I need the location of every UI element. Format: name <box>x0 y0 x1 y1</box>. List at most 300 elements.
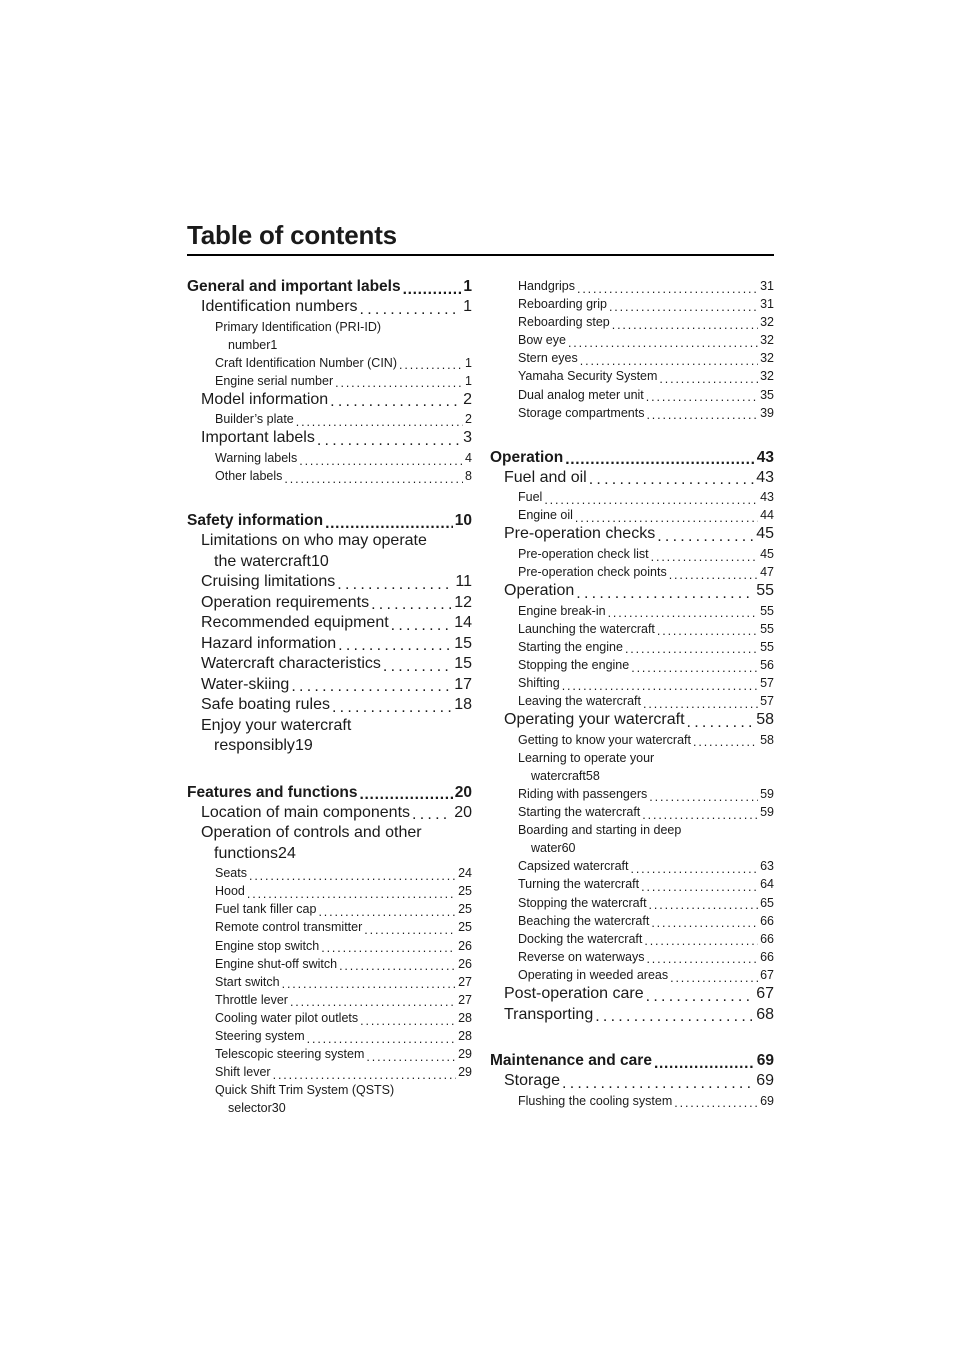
toc-chapter-entry[interactable] <box>187 695 472 716</box>
section-spacer <box>187 485 472 511</box>
toc-page-number: 32 <box>760 333 774 348</box>
toc-entry-title: Post-operation care <box>504 985 644 1002</box>
toc-entry-title: Hazard information <box>201 634 337 652</box>
toc-subentry[interactable] <box>187 1063 472 1081</box>
dot-leader <box>544 494 758 507</box>
dot-leader <box>651 917 758 930</box>
toc-page-number: 55 <box>756 582 774 600</box>
page-title: Table of contents <box>187 220 397 250</box>
toc-entry-title: Seats <box>215 866 247 881</box>
toc-subentry[interactable] <box>490 638 774 656</box>
dot-leader <box>330 394 461 410</box>
toc-entry-title: Operation requirements <box>201 593 370 611</box>
toc-page-number: 66 <box>760 913 774 928</box>
toc-page-number: 66 <box>760 931 774 946</box>
dot-leader <box>575 512 758 525</box>
toc-entry-title: Stern eyes <box>518 351 578 366</box>
toc-chapter-entry[interactable] <box>490 710 774 731</box>
toc-entry-title: Telescopic steering system <box>215 1047 365 1062</box>
toc-chapter-entry[interactable] <box>187 803 472 824</box>
toc-section-entry[interactable] <box>490 1051 774 1071</box>
toc-entry-title: Pre-operation check list <box>518 546 649 561</box>
toc-chapter-entry[interactable] <box>187 572 472 593</box>
toc-entry-title: Pre-operation checks <box>504 525 656 543</box>
toc-entry-title: Builder’s plate <box>215 412 294 427</box>
toc-subentry[interactable] <box>187 882 472 900</box>
toc-entry-title: Craft Identification Number (CIN) <box>215 355 398 370</box>
toc-entry-title: Cruising limitations <box>201 573 336 591</box>
toc-entry-title: Other labels <box>215 469 283 484</box>
toc-page-number: 44 <box>760 508 774 523</box>
dot-leader <box>383 659 452 675</box>
toc-section-entry[interactable] <box>187 511 472 531</box>
toc-page-number: 56 <box>760 657 774 672</box>
toc-entry-title: Getting to know your watercraft <box>518 732 691 747</box>
toc-entry-title: Learning to operate your <box>518 750 655 765</box>
dot-leader <box>562 1076 754 1092</box>
toc-subentry[interactable] <box>187 1045 472 1063</box>
dot-leader <box>364 924 456 937</box>
toc-page-number: 24 <box>458 866 472 881</box>
toc-subentry[interactable] <box>490 602 774 620</box>
dot-leader <box>657 625 758 638</box>
toc-page-number: 15 <box>454 634 472 652</box>
toc-subentry[interactable] <box>490 948 774 966</box>
toc-entry-continuation <box>518 767 774 785</box>
toc-subentry[interactable] <box>187 955 472 973</box>
toc-page-number: 27 <box>458 974 472 989</box>
toc-page-number: 1 <box>270 337 278 352</box>
toc-subentry[interactable] <box>187 449 472 467</box>
dot-leader <box>299 455 463 468</box>
toc-entry-title: Recommended equipment <box>201 614 389 632</box>
toc-page-number: 28 <box>458 1010 472 1025</box>
dot-leader <box>646 391 758 404</box>
toc-page-number: 45 <box>756 525 774 543</box>
dot-leader <box>325 516 453 532</box>
toc-entry-title-cont: responsibly <box>214 737 295 755</box>
toc-entry-title: Yamaha Security System <box>518 369 658 384</box>
toc-entry-title: Docking the watercraft <box>518 931 643 946</box>
section-spacer <box>490 1025 774 1051</box>
toc-page-number: 18 <box>454 696 472 714</box>
toc-page-number: 43 <box>760 490 774 505</box>
toc-subentry[interactable] <box>187 410 472 428</box>
dot-leader <box>674 1097 758 1110</box>
dot-leader <box>646 989 755 1005</box>
dot-leader <box>577 283 758 296</box>
toc-chapter-entry[interactable] <box>187 716 472 757</box>
toc-entry-continuation <box>518 839 774 857</box>
toc-page-number: 55 <box>760 603 774 618</box>
toc-page-number: 19 <box>294 737 313 755</box>
toc-page-number: 57 <box>760 694 774 709</box>
toc-page-number: 26 <box>458 956 472 971</box>
dot-leader <box>644 935 758 948</box>
toc-chapter-entry[interactable] <box>490 581 774 602</box>
toc-page-number: 68 <box>756 1005 774 1023</box>
toc-entry-title: Stopping the engine <box>518 657 630 672</box>
toc-page-number: 55 <box>760 639 774 654</box>
toc-subentry[interactable] <box>490 295 774 313</box>
toc-subentry[interactable] <box>187 318 472 354</box>
toc-subentry[interactable] <box>187 1081 472 1117</box>
toc-entry-title: Engine break-in <box>518 603 606 618</box>
toc-subentry[interactable] <box>490 930 774 948</box>
toc-entry-title: Identification numbers <box>201 298 358 315</box>
dot-leader <box>641 881 758 894</box>
toc-chapter-entry[interactable] <box>187 654 472 675</box>
toc-entry-title: Handgrips <box>518 279 575 293</box>
toc-subentry[interactable] <box>490 894 774 912</box>
dot-leader <box>249 870 456 883</box>
toc-page-number: 32 <box>760 315 774 330</box>
dot-leader <box>670 972 758 985</box>
dot-leader <box>659 373 758 386</box>
toc-entry-continuation <box>201 552 472 573</box>
toc-chapter-entry[interactable] <box>187 593 472 614</box>
dot-leader <box>687 715 755 731</box>
toc-subentry[interactable] <box>187 973 472 991</box>
dot-leader <box>595 1009 754 1025</box>
toc-entry-title: Storage <box>504 1072 561 1089</box>
toc-page-number: 1 <box>463 278 472 295</box>
toc-left-column <box>187 277 472 1117</box>
toc-page-number: 20 <box>454 783 472 801</box>
toc-entry-title: Remote control transmitter <box>215 920 363 935</box>
toc-entry-title-cont: number <box>228 337 271 352</box>
toc-entry-title: Hood <box>215 884 245 899</box>
toc-chapter-entry[interactable] <box>187 428 472 449</box>
dot-leader <box>565 452 755 468</box>
toc-page-number: 43 <box>756 468 774 486</box>
dot-leader <box>412 807 452 823</box>
toc-page-number: 17 <box>454 675 472 693</box>
toc-subentry[interactable] <box>490 349 774 367</box>
toc-entry-title: Steering system <box>215 1029 305 1043</box>
dot-leader <box>649 791 758 804</box>
toc-page-number: 45 <box>760 546 774 561</box>
toc-entry-title: Maintenance and care <box>490 1052 652 1069</box>
toc-subentry[interactable] <box>490 545 774 563</box>
dot-leader <box>338 638 452 654</box>
toc-entry-title: Pre-operation check points <box>518 565 667 580</box>
toc-entry-title: Operating your watercraft <box>504 711 685 729</box>
dot-leader <box>318 906 456 919</box>
toc-subentry[interactable] <box>490 731 774 749</box>
toc-subentry[interactable] <box>187 1009 472 1027</box>
toc-chapter-entry[interactable] <box>490 1071 774 1092</box>
toc-subentry[interactable] <box>187 918 472 936</box>
toc-entry-title: Operation <box>490 448 564 466</box>
toc-subentry[interactable] <box>490 367 774 385</box>
toc-chapter-entry[interactable] <box>187 297 472 318</box>
dot-leader <box>360 1015 456 1028</box>
toc-entry-title: Starting the engine <box>518 639 623 654</box>
toc-entry-title: Engine serial number <box>215 373 334 388</box>
toc-entry-title: General and important labels <box>187 278 401 295</box>
toc-page-number: 35 <box>760 387 774 402</box>
title-divider <box>187 254 774 256</box>
toc-subentry[interactable] <box>490 966 774 984</box>
toc-entry-title: Storage compartments <box>518 405 645 420</box>
toc-page-number: 59 <box>760 786 774 801</box>
toc-chapter-entry[interactable] <box>490 468 774 489</box>
dot-leader <box>693 736 758 749</box>
toc-page-number: 24 <box>278 844 296 862</box>
toc-entry-title: Launching the watercraft <box>518 621 655 636</box>
toc-entry-title: Safe boating rules <box>201 696 330 714</box>
toc-page-number: 15 <box>454 655 472 673</box>
dot-leader <box>631 662 758 675</box>
toc-page-number: 39 <box>760 405 774 420</box>
toc-right-column <box>490 277 774 1110</box>
dot-leader <box>282 978 456 991</box>
toc-page-number: 1 <box>465 373 472 388</box>
toc-subentry[interactable] <box>490 506 774 524</box>
dot-leader <box>403 282 462 298</box>
toc-entry-title: Start switch <box>215 974 280 989</box>
toc-page-number: 14 <box>454 614 472 632</box>
toc-entry-title: Shift lever <box>215 1065 271 1080</box>
toc-page-number: 59 <box>760 805 774 820</box>
toc-subentry[interactable] <box>490 785 774 803</box>
toc-page-number: 25 <box>458 920 472 935</box>
dot-leader <box>307 1033 456 1046</box>
toc-entry-title: Reboarding step <box>518 315 610 330</box>
toc-page-number: 58 <box>585 768 600 783</box>
dot-leader <box>609 301 758 314</box>
toc-subentry[interactable] <box>490 912 774 930</box>
toc-subentry[interactable] <box>490 620 774 638</box>
toc-subentry[interactable] <box>187 900 472 918</box>
dot-leader <box>625 643 758 656</box>
toc-page-number: 29 <box>458 1065 472 1080</box>
toc-page-number: 58 <box>760 732 774 747</box>
dot-leader <box>317 433 461 449</box>
toc-page-number: 3 <box>463 429 472 447</box>
toc-page-number: 27 <box>458 992 472 1007</box>
toc-page-number: 10 <box>310 552 329 570</box>
toc-chapter-entry[interactable] <box>490 984 774 1005</box>
toc-page-number: 67 <box>756 985 774 1002</box>
toc-page-number: 43 <box>756 448 774 466</box>
toc-page-number: 28 <box>458 1029 472 1043</box>
dot-leader <box>646 409 758 422</box>
toc-subentry[interactable] <box>490 488 774 506</box>
toc-chapter-entry[interactable] <box>187 675 472 696</box>
toc-page-number: 20 <box>454 803 472 821</box>
toc-chapter-entry[interactable] <box>187 634 472 655</box>
toc-page-number: 32 <box>760 369 774 384</box>
toc-entry-title: Location of main components <box>201 803 411 821</box>
toc-entry-title: Fuel and oil <box>504 468 587 486</box>
toc-entry-title: Shifting <box>518 676 560 690</box>
dot-leader <box>651 551 758 564</box>
dot-leader <box>642 809 758 822</box>
toc-entry-title: Cooling water pilot outlets <box>215 1010 359 1025</box>
toc-subentry[interactable] <box>490 803 774 821</box>
toc-subentry[interactable] <box>490 404 774 422</box>
toc-entry-title: Engine stop switch <box>215 938 320 953</box>
toc-chapter-entry[interactable] <box>490 524 774 545</box>
toc-section-entry[interactable] <box>490 448 774 468</box>
toc-subentry[interactable] <box>490 563 774 581</box>
toc-chapter-entry[interactable] <box>490 1005 774 1026</box>
dot-leader <box>291 679 452 695</box>
toc-entry-title: Fuel tank filler cap <box>215 902 317 917</box>
toc-page-number: 66 <box>760 949 774 964</box>
toc-entry-title: Reverse on waterways <box>518 949 645 964</box>
dot-leader <box>321 942 456 955</box>
toc-subentry[interactable] <box>490 749 774 785</box>
toc-subentry[interactable] <box>490 674 774 692</box>
dot-leader <box>568 337 758 350</box>
toc-subentry[interactable] <box>187 864 472 882</box>
toc-entry-title: Bow eye <box>518 333 566 348</box>
toc-page-number: 31 <box>760 297 774 312</box>
toc-chapter-entry[interactable] <box>187 823 472 864</box>
toc-entry-title-cont: water <box>531 841 562 856</box>
toc-entry-title: Watercraft characteristics <box>201 655 381 673</box>
toc-entry-continuation <box>215 336 472 354</box>
toc-page-number: 8 <box>465 469 472 484</box>
toc-entry-title: Boarding and starting in deep <box>518 823 682 838</box>
toc-page-number: 31 <box>760 279 774 293</box>
toc-page-number: 58 <box>756 711 774 729</box>
toc-entry-title: Engine oil <box>518 508 573 523</box>
toc-page-number: 1 <box>465 355 472 370</box>
toc-section-entry[interactable] <box>187 783 472 803</box>
toc-entry-title: Fuel <box>518 490 543 505</box>
toc-entry-continuation <box>201 736 472 757</box>
dot-leader <box>608 607 759 620</box>
toc-subentry[interactable] <box>490 331 774 349</box>
toc-entry-title: Starting the watercraft <box>518 805 641 820</box>
dot-leader <box>580 355 758 368</box>
toc-page-number: 64 <box>760 877 774 892</box>
toc-entry-title: Reboarding grip <box>518 297 607 312</box>
dot-leader <box>339 960 456 973</box>
dot-leader <box>630 863 758 876</box>
toc-entry-title: Water-skiing <box>201 675 290 693</box>
dot-leader <box>399 359 463 372</box>
toc-section-entry[interactable] <box>187 277 472 297</box>
toc-entry-title: Limitations on who may operate <box>201 532 427 550</box>
toc-subentry[interactable] <box>490 821 774 857</box>
dot-leader <box>284 473 463 486</box>
toc-entry-title-cont: watercraft <box>531 768 586 783</box>
toc-subentry[interactable] <box>490 857 774 875</box>
toc-entry-title: Engine shut-off switch <box>215 956 338 971</box>
toc-page-number: 11 <box>455 573 472 591</box>
toc-page-number: 30 <box>271 1101 286 1116</box>
dot-leader <box>371 597 452 613</box>
dot-leader <box>669 569 758 582</box>
dot-leader <box>335 377 463 390</box>
toc-entry-title: Turning the watercraft <box>518 877 640 892</box>
toc-subentry[interactable] <box>490 656 774 674</box>
toc-subentry[interactable] <box>490 692 774 710</box>
toc-entry-title: Quick Shift Trim System (QSTS) <box>215 1083 395 1098</box>
toc-subentry[interactable] <box>187 372 472 390</box>
toc-entry-title: Enjoy your watercraft <box>201 716 352 734</box>
toc-page-number: 12 <box>454 593 472 611</box>
dot-leader <box>273 1069 457 1082</box>
toc-page-number: 32 <box>760 351 774 366</box>
dot-leader <box>360 787 453 803</box>
toc-entry-title: Stopping the watercraft <box>518 895 647 910</box>
toc-chapter-entry[interactable] <box>187 531 472 572</box>
toc-page-number: 26 <box>458 938 472 953</box>
dot-leader <box>576 586 754 602</box>
dot-leader <box>562 680 758 693</box>
toc-page-number: 2 <box>465 412 472 427</box>
dot-leader <box>654 1056 755 1072</box>
toc-page-number: 69 <box>760 1093 774 1108</box>
toc-subentry[interactable] <box>490 277 774 295</box>
dot-leader <box>360 302 462 318</box>
toc-chapter-entry[interactable] <box>187 613 472 634</box>
toc-entry-title-cont: selector <box>228 1101 272 1116</box>
toc-subentry[interactable] <box>490 386 774 404</box>
toc-entry-title: Beaching the watercraft <box>518 913 650 928</box>
toc-chapter-entry[interactable] <box>187 390 472 411</box>
toc-page-number: 60 <box>561 841 576 856</box>
toc-entry-title: Flushing the cooling system <box>518 1093 673 1108</box>
toc-page-number: 47 <box>760 565 774 580</box>
toc-page-number: 1 <box>463 298 472 315</box>
dot-leader <box>646 953 758 966</box>
toc-subentry[interactable] <box>187 937 472 955</box>
dot-leader <box>290 996 456 1009</box>
dot-leader <box>366 1051 456 1064</box>
dot-leader <box>589 472 754 488</box>
toc-entry-title-cont: functions <box>214 844 279 862</box>
toc-entry-title: Leaving the watercraft <box>518 694 641 709</box>
toc-subentry[interactable] <box>187 991 472 1009</box>
toc-page-number: 65 <box>760 895 774 910</box>
toc-entry-title: Primary Identification (PRI-ID) <box>215 319 382 334</box>
toc-subentry[interactable] <box>490 875 774 893</box>
toc-subentry[interactable] <box>490 1092 774 1110</box>
toc-subentry[interactable] <box>490 313 774 331</box>
section-spacer <box>490 422 774 448</box>
toc-page-number: 67 <box>760 967 774 982</box>
toc-entry-title: Operation <box>504 582 575 600</box>
dot-leader <box>657 529 754 545</box>
toc-subentry[interactable] <box>187 467 472 485</box>
toc-entry-title: Dual analog meter unit <box>518 387 644 402</box>
toc-entry-title: Capsized watercraft <box>518 859 629 874</box>
toc-subentry[interactable] <box>187 1027 472 1045</box>
dot-leader <box>247 888 456 901</box>
toc-page-number: 25 <box>458 884 472 899</box>
toc-page-number: 57 <box>760 676 774 690</box>
toc-page-number: 63 <box>760 859 774 874</box>
toc-page-number: 25 <box>458 902 472 917</box>
toc-page-number: 29 <box>458 1047 472 1062</box>
toc-subentry[interactable] <box>187 354 472 372</box>
section-spacer <box>187 757 472 783</box>
toc-page-number: 4 <box>465 450 472 465</box>
toc-entry-continuation <box>201 844 472 865</box>
dot-leader <box>332 700 452 716</box>
dot-leader <box>612 319 758 332</box>
toc-entry-title: Operating in weeded areas <box>518 967 669 982</box>
toc-entry-title: Safety information <box>187 512 324 530</box>
toc-entry-title: Throttle lever <box>215 992 288 1007</box>
